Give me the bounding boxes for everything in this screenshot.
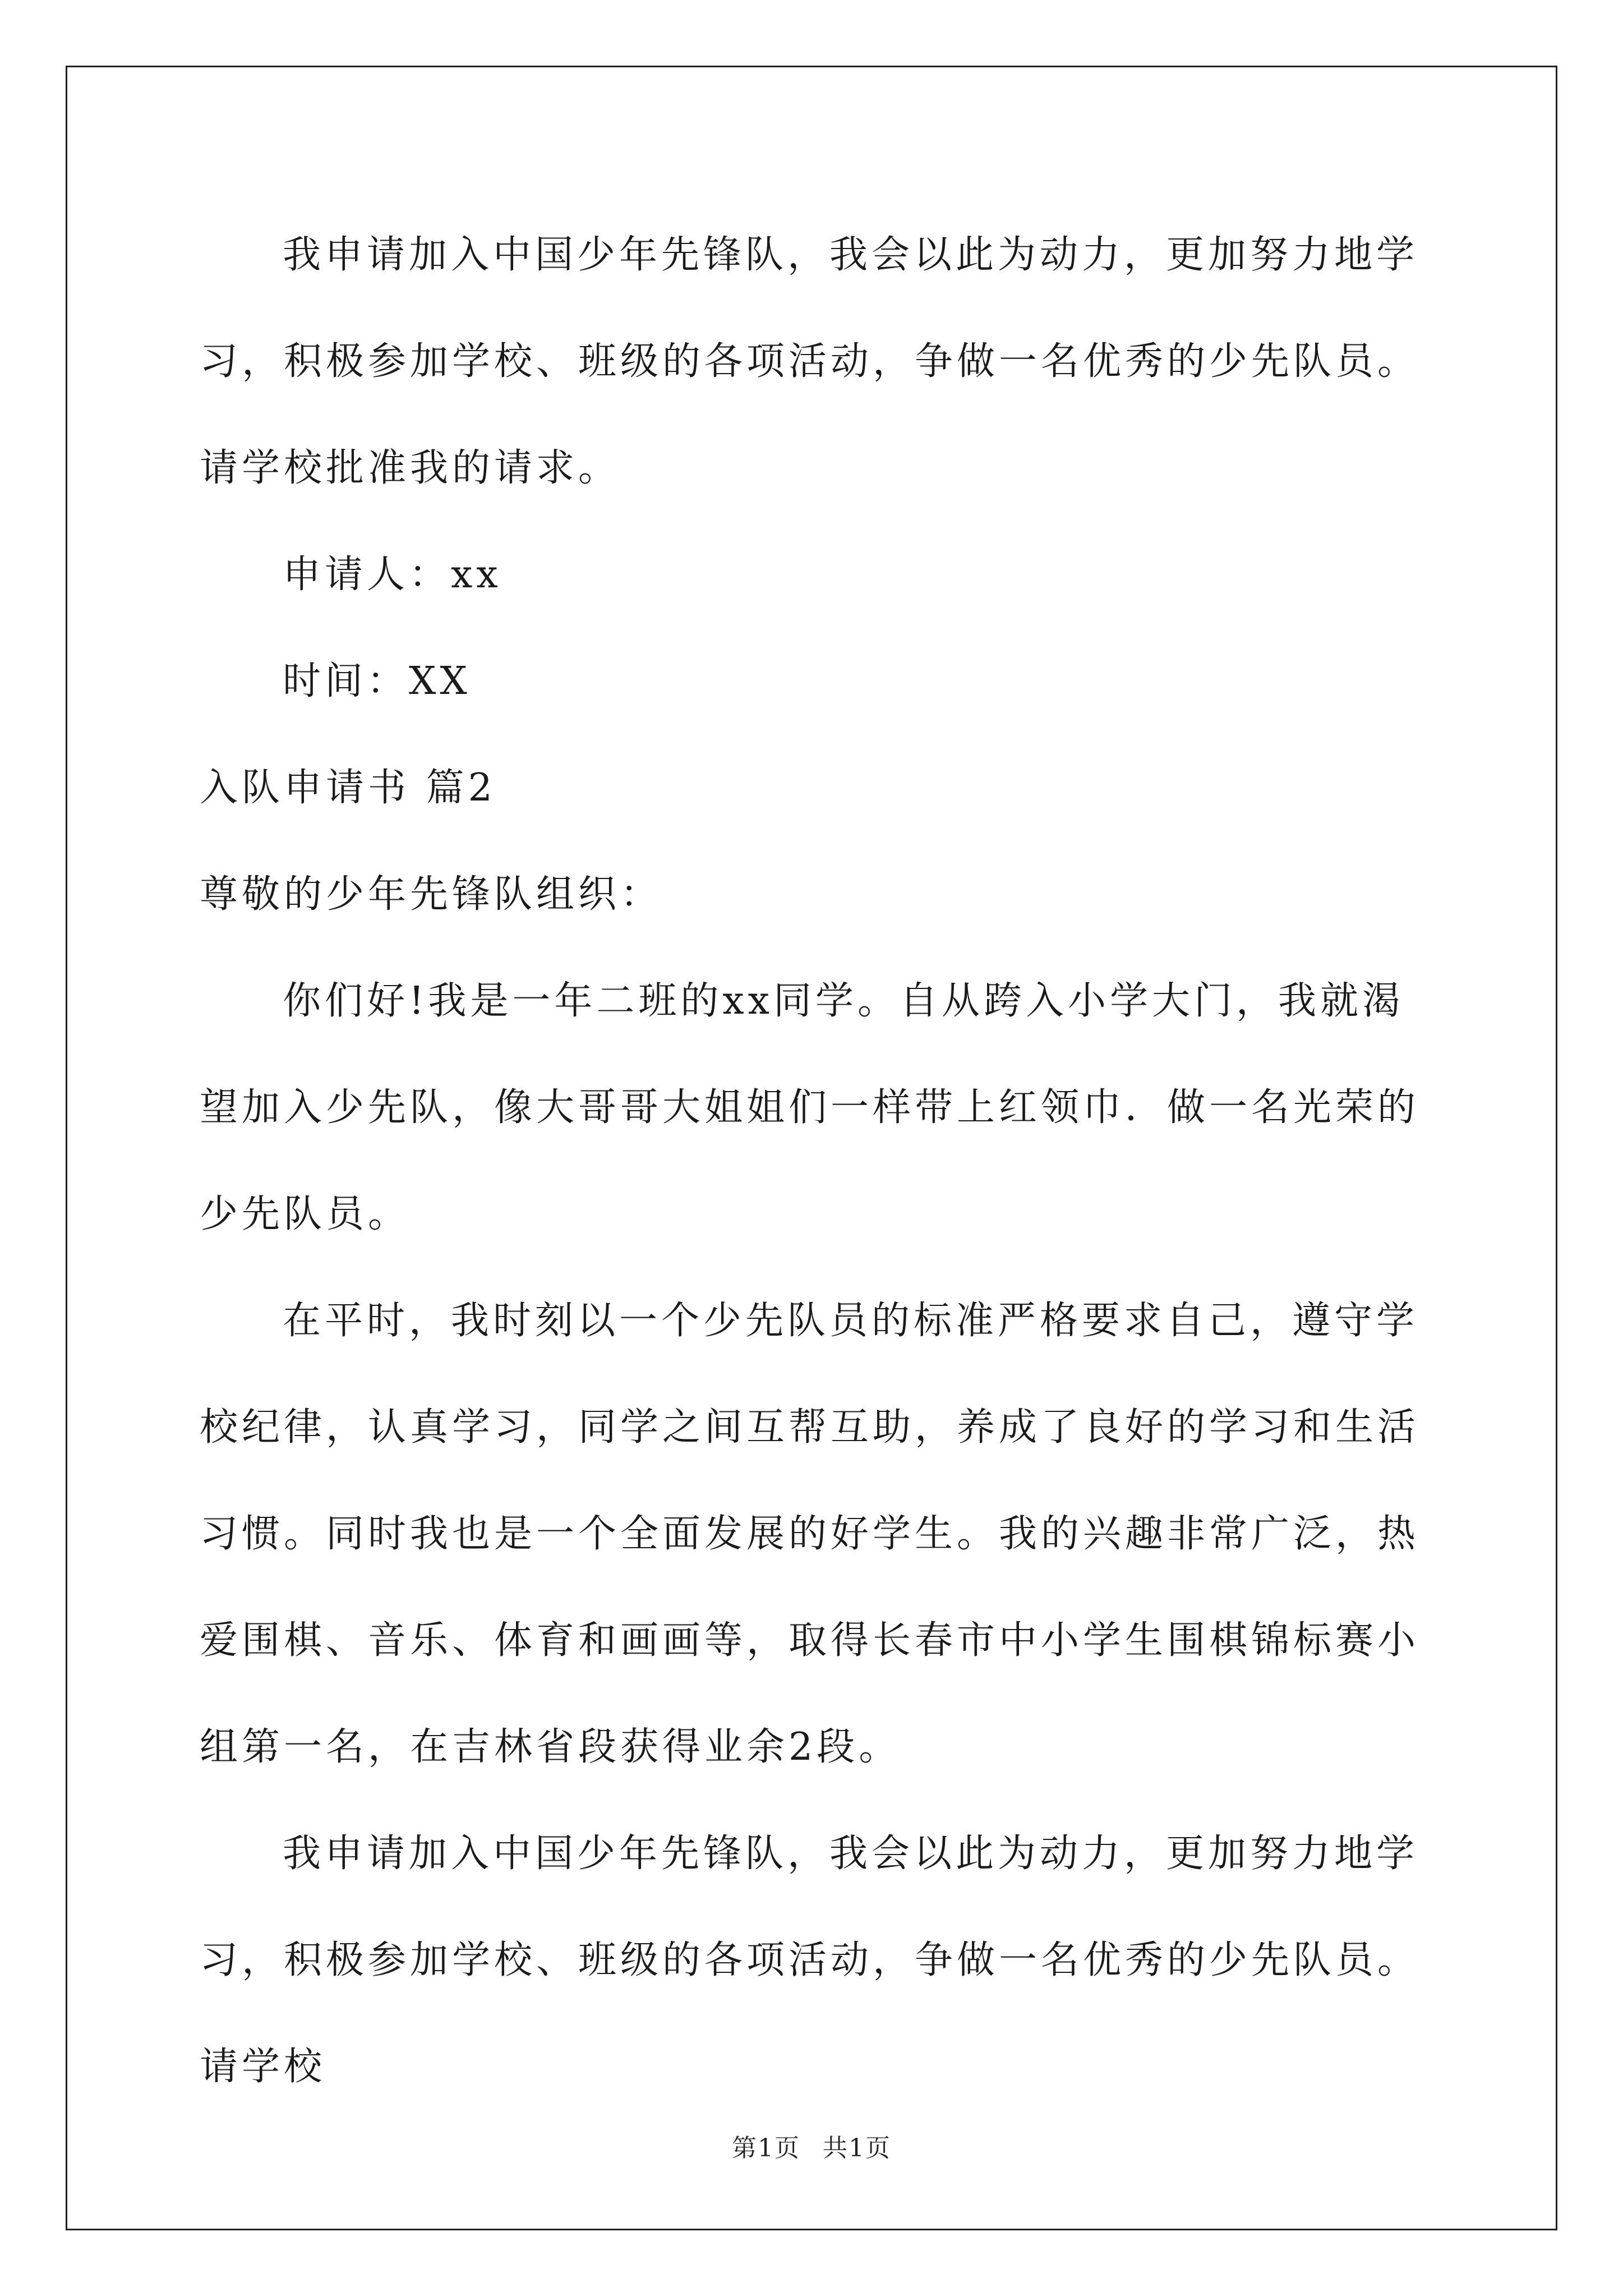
paragraph-application-closing: 我申请加入中国少年先锋队，我会以此为动力，更加努力地学习，积极参加学校、班级的各项活动，争做一名优秀的少先队员。请学校批准我的请求。 [200, 233, 1420, 490]
paragraph-application-repeat: 我申请加入中国少年先锋队，我会以此为动力，更加努力地学习，积极参加学校、班级的各项活动，争做一名优秀的少先队员。请学校 [200, 1832, 1420, 2089]
document-body [200, 202, 1439, 2120]
applicant-line: 申请人：xx [283, 553, 502, 597]
page-footer [0, 2132, 1623, 2165]
date-line: 时间：XX [283, 659, 471, 703]
paragraph-greeting: 你们好!我是一年二班的xx同学。自从跨入小学大门，我就渴望加入少先队，像大哥哥大姐姐们一样带上红领巾．做一名光荣的少先队员。 [200, 979, 1420, 1236]
paragraph-achievements: 在平时，我时刻以一个少先队员的标准严格要求自己，遵守学校纪律，认真学习，同学之间互帮互助，养成了良好的学习和生活习惯。同时我也是一个全面发展的好学生。我的兴趣非常广泛，热爱围棋、音乐、体育和画画等，取得长春市中小学生围棋锦标赛小组第一名，在吉林省段获得业余2段。 [200, 1299, 1420, 1769]
salutation: 尊敬的少年先锋队组织： [200, 872, 663, 917]
section-heading: 入队申请书 篇2 [200, 766, 496, 810]
page-number: 第1页 [732, 2134, 800, 2162]
page-total: 共1页 [823, 2134, 891, 2162]
